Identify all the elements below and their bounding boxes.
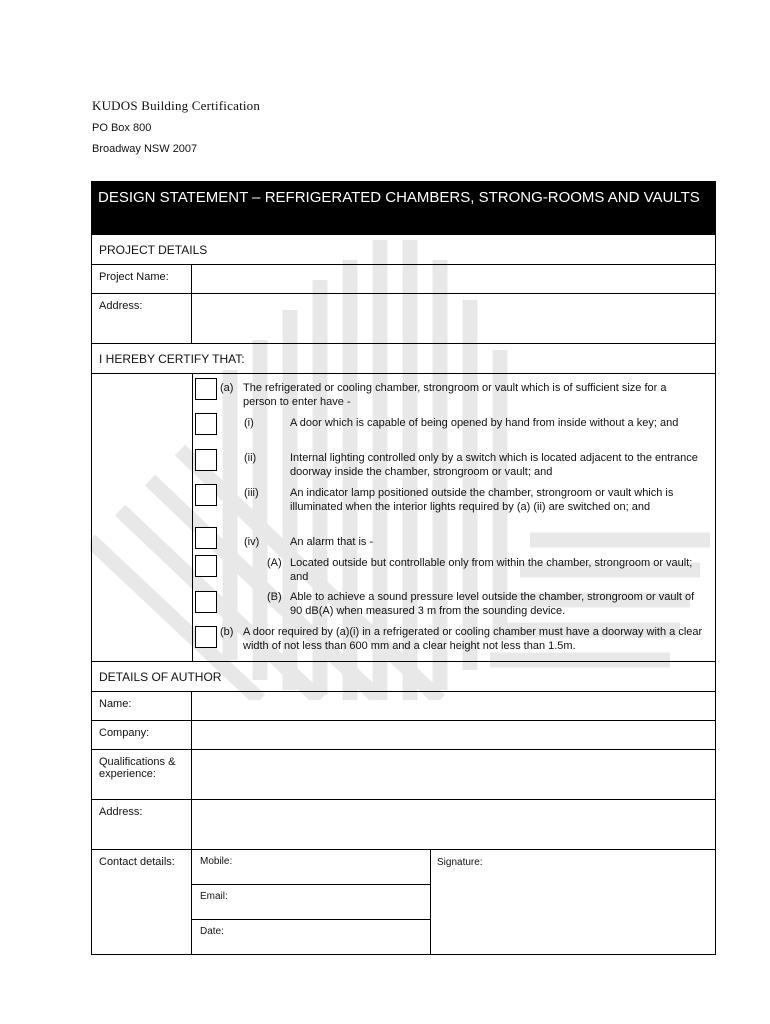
certify-section [91, 344, 716, 374]
contact-label: Contact details: [92, 850, 192, 954]
item-A-text: Located outside but controllable only from within the chamber, strongroom or vault; and [290, 557, 693, 583]
author-address-label: Address: [92, 800, 192, 849]
item-iv-text: An alarm that is - [290, 536, 374, 548]
organisation-header [92, 98, 260, 164]
org-suburb: Broadway NSW 2007 [92, 143, 198, 155]
project-name-row [91, 265, 716, 294]
marker-A: (A) [267, 557, 282, 569]
org-po-box: PO Box 800 [92, 122, 152, 134]
signature-field[interactable]: Signature: [437, 857, 483, 868]
checkbox-B[interactable] [195, 591, 217, 613]
checkbox-A[interactable] [195, 555, 217, 577]
author-address-field[interactable] [192, 800, 715, 849]
org-name: KUDOS Building Certification [92, 98, 261, 113]
contact-row [91, 850, 716, 955]
design-statement-form [91, 181, 716, 955]
marker-a: (a) [220, 382, 234, 394]
checkbox-iv[interactable] [195, 527, 217, 549]
checkbox-i[interactable] [195, 413, 217, 435]
company-label: Company: [92, 721, 192, 749]
project-name-field[interactable] [192, 265, 715, 293]
marker-i: (i) [244, 417, 254, 429]
qualifications-label: Qualifications & experience: [92, 750, 192, 799]
project-address-label: Address: [92, 294, 192, 343]
company-row [91, 721, 716, 750]
item-i-text: A door which is capable of being opened by hand from inside without a key; and [290, 417, 679, 429]
checkbox-ii[interactable] [195, 449, 217, 471]
company-field[interactable] [192, 721, 715, 749]
author-section [91, 662, 716, 692]
item-B-text: Able to achieve a sound pressure level outside the chamber, strongroom or vault of 90 dB(A) when measured 3 m from the sounding device. [290, 591, 695, 617]
mobile-field[interactable]: Mobile: [192, 850, 430, 885]
author-name-row [91, 692, 716, 721]
author-name-field[interactable] [192, 692, 715, 720]
date-field[interactable]: Date: [200, 926, 224, 937]
form-title: DESIGN STATEMENT – REFRIGERATED CHAMBERS, STRONG-ROOMS AND VAULTS [91, 181, 716, 235]
item-a-text: The refrigerated or cooling chamber, strongroom or vault which is of sufficient size for a person to enter have - [243, 382, 667, 408]
item-b-text: A door required by (a)(i) in a refrigerated or cooling chamber must have a doorway with a clear width of not less than 600 mm and a clear height not less than 1.5m. [243, 626, 703, 652]
marker-b: (b) [220, 626, 234, 638]
project-name-label: Project Name: [92, 265, 192, 293]
project-address-row [91, 294, 716, 344]
marker-iii: (iii) [244, 487, 259, 499]
checkbox-b[interactable] [195, 626, 217, 648]
qualifications-row [91, 750, 716, 800]
author-address-row [91, 800, 716, 850]
author-heading: DETAILS OF AUTHOR [99, 669, 222, 684]
marker-B: (B) [267, 591, 282, 603]
marker-iv: (iv) [244, 536, 260, 548]
qualifications-field[interactable] [192, 750, 715, 799]
author-name-label: Name: [92, 692, 192, 720]
project-details-section [91, 235, 716, 265]
item-iii-text: An indicator lamp positioned outside the chamber, strongroom or vault which is illuminated when the interior lights required by (a) (ii) are switched on; and [290, 487, 674, 513]
certification-items [91, 374, 716, 662]
item-ii-text: Internal lighting controlled only by a switch which is located adjacent to the entrance doorway inside the chamber, strongroom or vault; and [290, 452, 698, 478]
checkbox-a[interactable] [195, 378, 217, 400]
project-details-heading: PROJECT DETAILS [99, 242, 208, 257]
checkbox-iii[interactable] [195, 484, 217, 506]
certify-heading: I HEREBY CERTIFY THAT: [99, 351, 245, 366]
project-address-field[interactable] [192, 294, 715, 343]
marker-ii: (ii) [244, 452, 257, 464]
email-field[interactable]: Email: [192, 885, 430, 920]
